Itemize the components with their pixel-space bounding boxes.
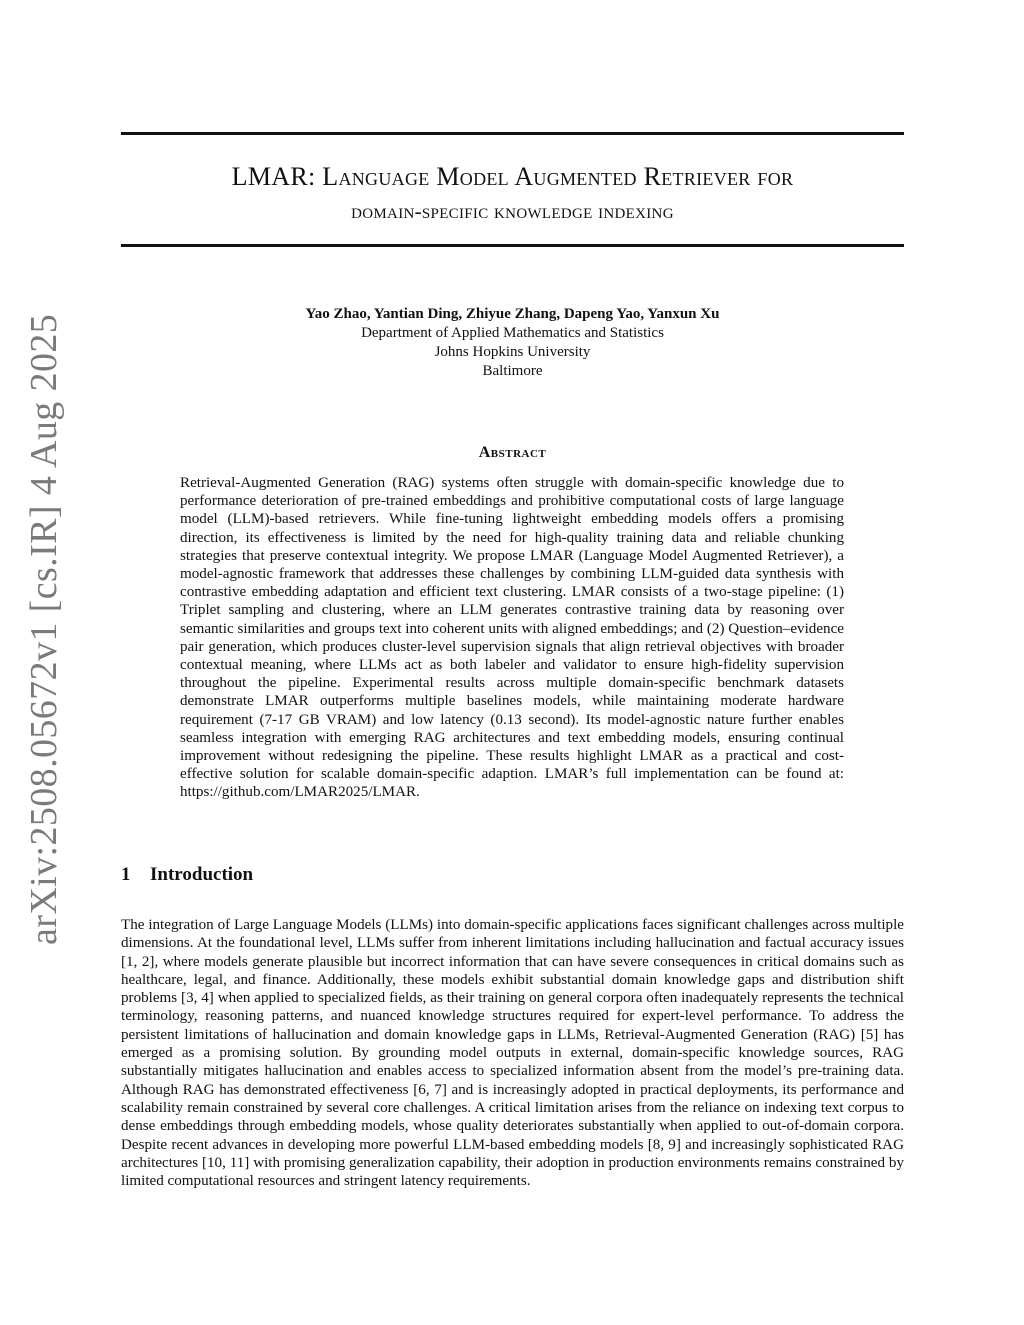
title-top-rule	[121, 132, 904, 135]
author-city: Baltimore	[482, 363, 543, 379]
section-number: 1	[121, 864, 131, 885]
title-bottom-rule	[121, 244, 904, 247]
section-title: Introduction	[150, 864, 254, 885]
title-line-2: domain-specific knowledge indexing	[351, 199, 674, 223]
abstract-heading: Abstract	[478, 444, 547, 461]
author-department: Department of Applied Mathematics and Statistics	[361, 325, 664, 341]
paper-title	[121, 160, 904, 228]
introduction-paragraph: The integration of Large Language Models (LLMs) into domain-specific applications faces significant challenges across multiple dimensions. At the foundational level, LLMs suffer from inherent limitations including hallucination and factual accuracy issues [1, 2], where models generate plausible but incorrect information that can have severe consequences in critical domains such as healthcare, legal, and finance. Additionally, these models exhibit substantial domain knowledge gaps and distribution shift problems [3, 4] when applied to specialized fields, as their training on general corpora often inadequately represents the technical terminology, reasoning patterns, and nuanced knowledge structures required for expert-level performance. To address the persistent limitations of hallucination and domain knowledge gaps in LLMs, Retrieval-Augmented Generation (RAG) [5] has emerged as a promising solution. By grounding model outputs in external, domain-specific knowledge sources, RAG substantially mitigates hallucination and enables access to specialized information absent from the model’s pre-training data. Although RAG has demonstrated effectiveness [6, 7] and is increasingly adopted in practical deployments, its performance and scalability remain constrained by several core challenges. A critical limitation arises from the reliance on indexing text corpus to dense embeddings through embedding models, whose quality deteriorates substantially when applied to out-of-domain corpora. Despite recent advances in developing more powerful LLM-based embedding models [8, 9] and increasingly sophisticated RAG architectures [10, 11] with promising generalization capability, their adoption in production environments remains constrained by limited computational resources and stringent latency requirements.	[121, 917, 904, 1190]
title-line-1: LMAR: Language Model Augmented Retriever for	[231, 162, 794, 191]
arxiv-identifier: arXiv:2508.05672v1 [cs.IR] 4 Aug 2025	[23, 313, 65, 945]
abstract-text: Retrieval-Augmented Generation (RAG) systems often struggle with domain-specific knowledge due to performance deterioration of pre-trained embeddings and prohibitive computational costs of large language model (LLM)-based retrievers. While fine-tuning lightweight embedding models offers a promising direction, its effectiveness is limited by the need for high-quality training data and reliable chunking strategies that preserve contextual integrity. We propose LMAR (Language Model Augmented Retriever), a model-agnostic framework that addresses these challenges by combining LLM-guided data synthesis with contrastive embedding adaptation and efficient text clustering. LMAR consists of a two-stage pipeline: (1) Triplet sampling and clustering, where an LLM generates contrastive training data by reasoning over semantic similarities and groups text into coherent units with aligned embeddings; and (2) Question–evidence pair generation, which produces cluster-level supervision signals that align retrieval objectives with broader contextual meaning, where LLMs act as both labeler and validator to ensure high-fidelity supervision throughout the pipeline. Experimental results across multiple domain-specific benchmark datasets demonstrate LMAR outperforms multiple baselines models, while maintaining moderate hardware requirement (7-17 GB VRAM) and low latency (0.13 second). Its model-agnostic nature further enables seamless integration with emerging RAG architectures and text embedding models, ensuring continual improvement without redesigning the pipeline. These results highlight LMAR as a practical and cost-effective solution for scalable domain-specific adaption. LMAR’s full implementation can be found at: https://github.com/LMAR2025/LMAR.	[180, 475, 844, 801]
author-names: Yao Zhao, Yantian Ding, Zhiyue Zhang, Dapeng Yao, Yanxun Xu	[305, 306, 720, 322]
section-heading-introduction	[121, 864, 253, 886]
author-block	[121, 305, 904, 381]
author-university: Johns Hopkins University	[434, 344, 591, 360]
